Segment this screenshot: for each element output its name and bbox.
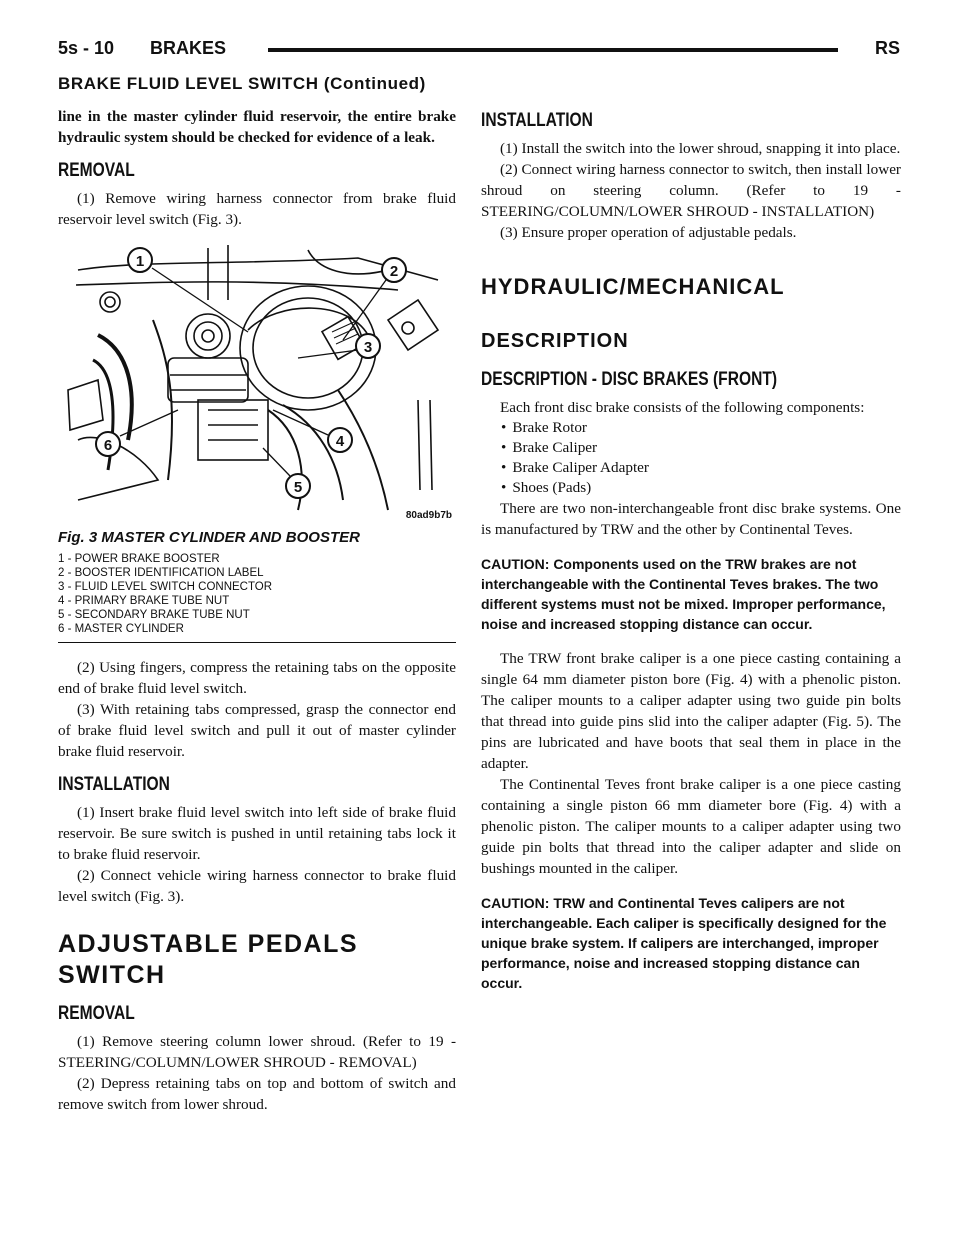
trw-paragraph: The TRW front brake caliper is a one piece casting containing a single 64 mm diameter piston bore (Fig. 4) with a phenolic piston. The caliper mounts to a caliper adapter using two guide pin bolts that thread into guide pins slid into the caliper adapter (Fig. 5). The pins are lubricated and have boots that seal them in place in the adapter. (481, 650, 901, 772)
figure-code: 80ad9b7b (405, 510, 452, 521)
page-number: 5s - 10 (58, 38, 115, 58)
adj-removal-step-2: (2) Depress retaining tabs on top and bottom of switch and remove switch from lower shroud. (58, 1075, 456, 1113)
disc-para-2: There are two non-interchangeable front disc brake systems. One is manufactured by TRW and the other by Continental Teves. (481, 500, 901, 538)
model-code: RS (874, 38, 900, 58)
running-title: BRAKE FLUID LEVEL SWITCH (Continued) (58, 74, 426, 93)
removal-heading: REMOVAL (58, 160, 135, 181)
hydraulic-heading: HYDRAULIC/MECHANICAL (481, 274, 785, 299)
callout-1: 1 (135, 253, 145, 270)
legend-item: 5 - SECONDARY BRAKE TUBE NUT (58, 609, 250, 621)
adjustable-pedals-heading (58, 929, 456, 991)
disc-intro: Each front disc brake consists of the following components: (500, 399, 865, 416)
legend-item: 2 - BOOSTER IDENTIFICATION LABEL (58, 567, 264, 579)
list-item: • Brake Rotor (501, 419, 587, 436)
disc-brakes-heading: DESCRIPTION - DISC BRAKES (FRONT) (481, 369, 778, 390)
install-step-1: (1) Insert brake fluid level switch into left side of brake fluid reservoir. Be sure switch is pushed in until retaining tabs lock it to brake fluid reservoir. (58, 804, 456, 863)
right-column (481, 106, 901, 1007)
description-heading: DESCRIPTION (481, 330, 629, 352)
installation-heading: INSTALLATION (58, 774, 170, 795)
list-item: • Brake Caliper Adapter (501, 459, 649, 476)
callout-6: 6 (103, 437, 113, 454)
adj-install-step-2: (2) Connect wiring harness connector to switch, then install lower shroud on steering column. (Refer to 19 - STEERING/COLUMN/LOWER SHROUD - INSTALLATION) (481, 161, 901, 220)
caution-1: CAUTION: Components used on the TRW brakes are not interchangeable with the Continental Teves brakes. The two different systems must not be mixed. Improper performance, noise and increased stopping distance can occur. (481, 556, 886, 632)
callout-4: 4 (335, 433, 345, 450)
figure-master-cylinder (58, 240, 456, 525)
page-header (58, 38, 900, 66)
legend-item: 3 - FLUID LEVEL SWITCH CONNECTOR (58, 581, 273, 593)
left-column (58, 106, 456, 1115)
install-step-2: (2) Connect vehicle wiring harness connector to brake fluid level switch (Fig. 3). (58, 867, 456, 905)
list-item-text: Brake Rotor (512, 419, 587, 436)
heading-line: ADJUSTABLE PEDALS (58, 930, 359, 958)
list-item-text: Shoes (Pads) (512, 479, 592, 496)
heading-line: SWITCH (58, 961, 166, 989)
section-name: BRAKES (150, 38, 227, 58)
engine-illustration (58, 240, 456, 525)
legend-item: 1 - POWER BRAKE BOOSTER (58, 553, 220, 565)
adj-removal-step-1: (1) Remove steering column lower shroud. (Refer to 19 - STEERING/COLUMN/LOWER SHROUD - REMOVAL) (58, 1033, 456, 1071)
callout-5: 5 (293, 479, 303, 496)
caution-2: CAUTION: TRW and Continental Teves calipers are not interchangeable. Each caliper is specifically designed for the unique brake system. If calipers are interchanged, improper performance, noise and increased stopping distance can occur. (481, 895, 887, 991)
teves-paragraph: The Continental Teves front brake caliper is a one piece casting containing a single piston 66 mm diameter bore (Fig. 4) with a phenolic piston. The caliper mounts to a caliper adapter using two guide pin bolts that thread into the caliper adapter and slide on bushings mounted in the caliper. (481, 776, 901, 877)
callout-2: 2 (389, 263, 399, 280)
figure-legend (58, 552, 456, 643)
figure-caption: Fig. 3 MASTER CYLINDER AND BOOSTER (58, 529, 360, 546)
list-item-text: Brake Caliper Adapter (512, 459, 649, 476)
list-item: • Brake Caliper (501, 439, 598, 456)
header-rule (268, 48, 838, 52)
legend-item: 6 - MASTER CYLINDER (58, 623, 184, 635)
legend-item: 4 - PRIMARY BRAKE TUBE NUT (58, 595, 230, 607)
adj-install-step-3: (3) Ensure proper operation of adjustable pedals. (500, 224, 797, 241)
removal-step-1: (1) Remove wiring harness connector from brake fluid reservoir level switch (Fig. 3). (58, 190, 456, 228)
list-item-text: Brake Caliper (512, 439, 598, 456)
removal-step-2: (2) Using fingers, compress the retaining tabs on the opposite end of brake fluid level switch. (58, 659, 456, 697)
adj-installation-heading: INSTALLATION (481, 110, 593, 131)
adj-removal-heading: REMOVAL (58, 1003, 135, 1024)
list-item: • Shoes (Pads) (501, 479, 592, 496)
removal-step-3: (3) With retaining tabs compressed, grasp the connector end of brake fluid level switch and pull it out of master cylinder brake fluid reservoir. (58, 701, 456, 760)
component-list (481, 418, 901, 498)
intro-text: line in the master cylinder fluid reservoir, the entire brake hydraulic system should be checked for evidence of a leak. (58, 108, 456, 146)
callout-3: 3 (363, 339, 373, 356)
adj-install-step-1: (1) Install the switch into the lower shroud, snapping it into place. (500, 140, 901, 157)
